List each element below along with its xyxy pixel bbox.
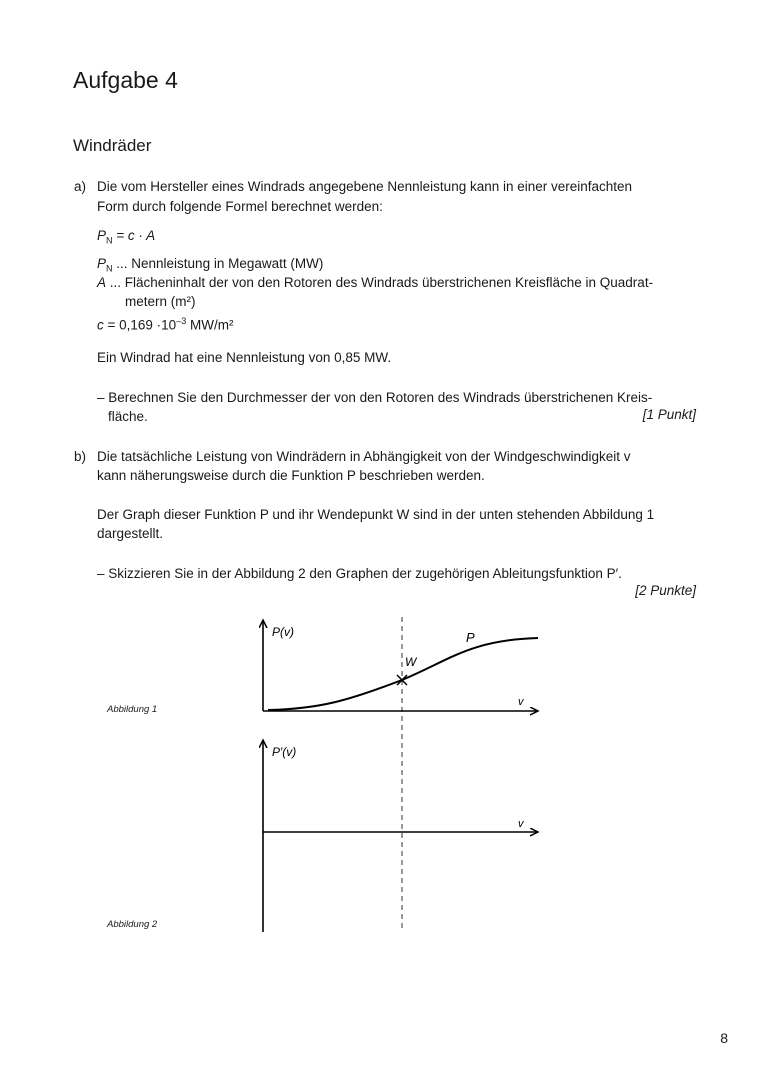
task-a-line-2: fläche. (108, 409, 148, 424)
part-b-intro-2: kann näherungsweise durch die Funktion P beschrieben werden. (97, 468, 485, 483)
def2-text: ... Flächeninhalt der von den Rotoren des Windrads überstrichenen Kreisfläche in Quadrat- (106, 275, 654, 290)
section-title: Windräder (73, 136, 152, 155)
figure2-caption: Abbildung 2 (107, 919, 158, 930)
def3-unit: MW/m² (186, 317, 234, 333)
def1-subscript: N (106, 263, 113, 274)
given-statement: Ein Windrad hat eine Nennleistung von 0,85 MW. (97, 350, 392, 365)
part-b-para-1: Der Graph dieser Funktion P und ihr Wendepunkt W sind in der unten stehenden Abbildung 1 (97, 507, 655, 522)
def2-symbol: A (97, 275, 107, 290)
def3-symbol: c (97, 317, 104, 333)
points-a: [1 Punkt] (642, 407, 696, 422)
def3-exponent: –3 (176, 316, 187, 326)
part-a-label: a) (74, 179, 87, 194)
fig2-y-label: P′(v) (272, 745, 297, 759)
fig1-y-label: P(v) (272, 625, 294, 639)
formula-rest: = c · A (112, 228, 156, 243)
page-number: 8 (720, 1030, 728, 1046)
fig2-x-label: v (518, 818, 524, 830)
def1-symbol: P (97, 256, 107, 271)
figure1-caption: Abbildung 1 (107, 704, 158, 715)
points-b: [2 Punkte] (635, 583, 696, 598)
part-b-label: b) (74, 449, 87, 464)
definition-a-cont: metern (m²) (125, 294, 196, 309)
point-w-label: W (405, 655, 417, 669)
page-title: Aufgabe 4 (73, 67, 178, 93)
part-b-para-2: dargestellt. (97, 526, 164, 541)
part-a-intro-1: Die vom Hersteller eines Windrads angegebene Nennleistung kann in einer vereinfachten (97, 179, 633, 194)
task-a-line-1: – Berechnen Sie den Durchmesser der von den Rotoren des Windrads überstrichenen Kreis- (97, 390, 653, 405)
curve-p-label: P (466, 630, 475, 645)
def1-text: ... Nennleistung in Megawatt (MW) (112, 256, 324, 271)
def3-text: = 0,169 ·10 (103, 317, 177, 333)
fig1-x-label: v (518, 696, 524, 708)
part-b-intro-1: Die tatsächliche Leistung von Windrädern in Abhängigkeit von der Windgeschwindigkeit v (97, 449, 631, 464)
curve-p (268, 638, 538, 710)
formula-subscript: N (106, 235, 113, 246)
task-b: – Skizzieren Sie in der Abbildung 2 den Graphen der zugehörigen Ableitungsfunktion P′. (97, 566, 622, 581)
formula-symbol-p: P (97, 228, 107, 243)
part-a-intro-2: Form durch folgende Formel berechnet werden: (97, 199, 383, 214)
